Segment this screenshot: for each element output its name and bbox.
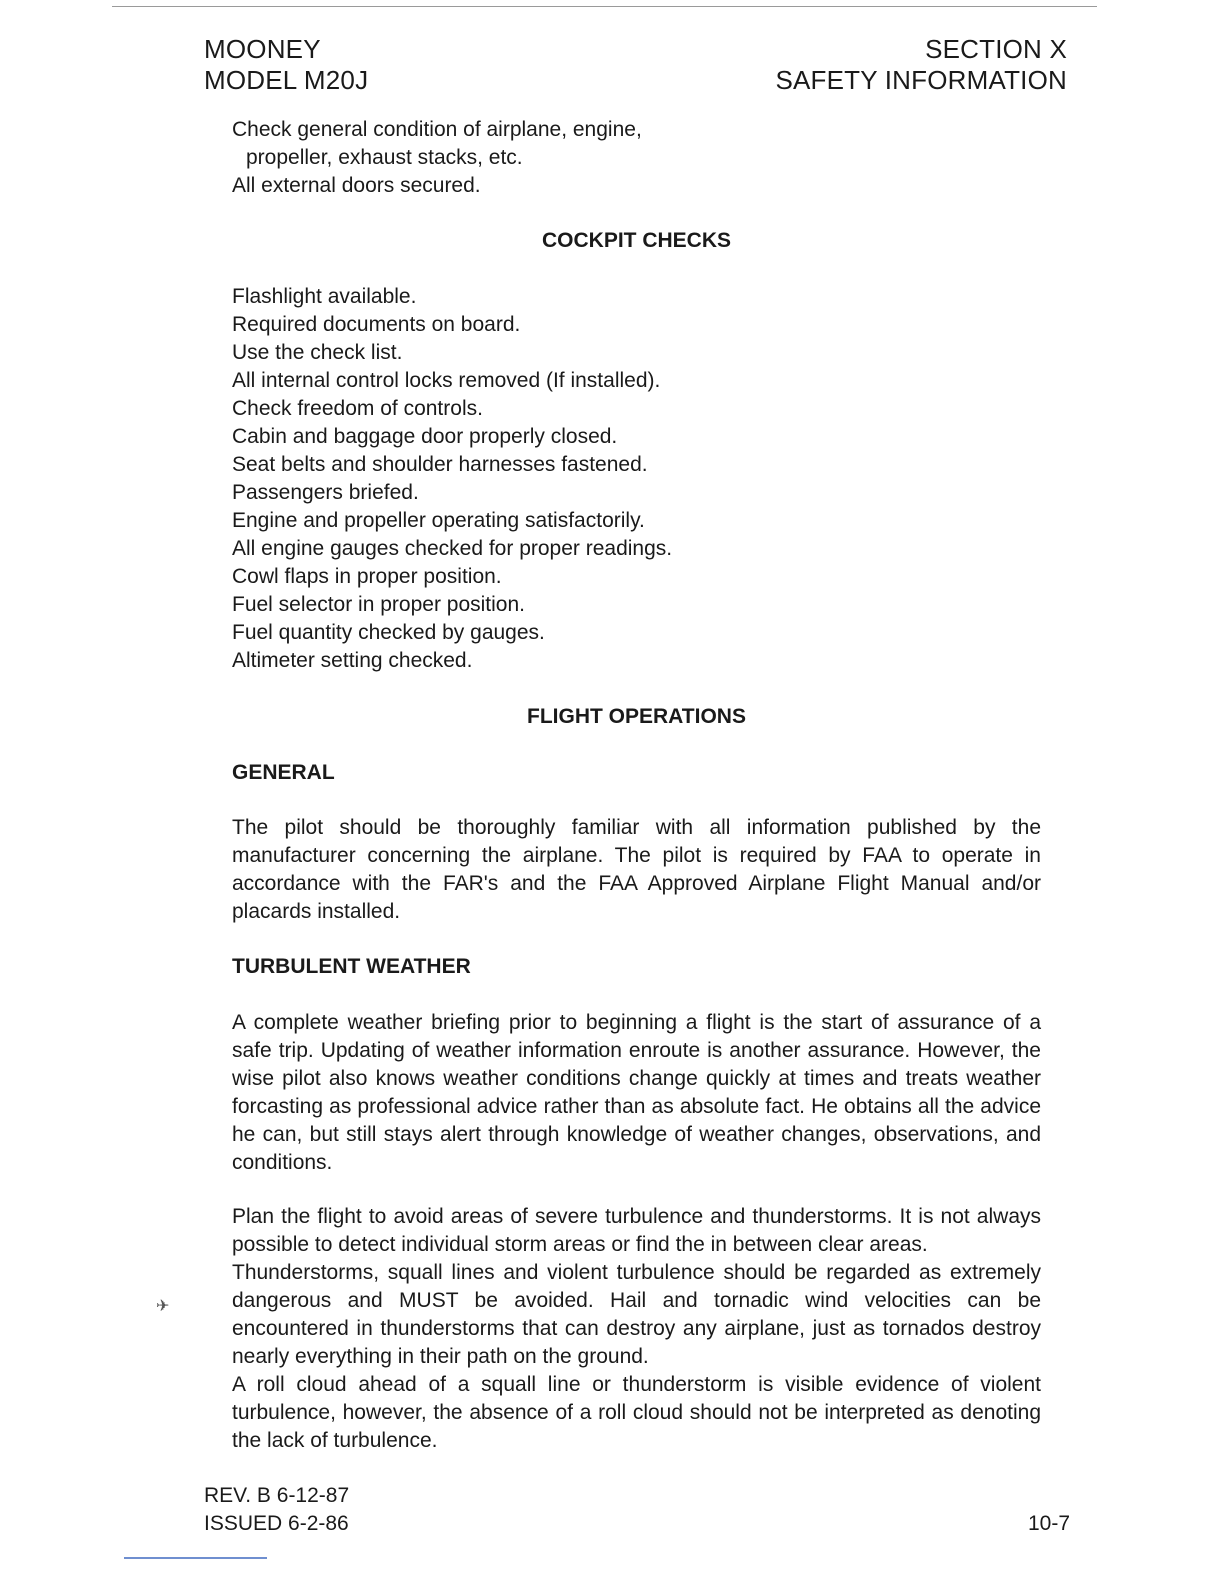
checklist-item: Passengers briefed. [232, 481, 419, 504]
turbulent-text: Thunderstorms, squall lines and violent turbulence should be regarded as extremely dangerous and MUST be avoided. Hail and tornadic wind velocities can be encountered in thunderstorms that can destroy any airplane, just as tornados destroy nearly everything in their path on the ground. [232, 1261, 1041, 1368]
header-right [775, 34, 1067, 96]
header-section-title: SAFETY INFORMATION [775, 65, 1067, 95]
turbulent-text: Plan the flight to avoid areas of severe turbulence and thunderstorms. It is not always possible to detect individual storm areas or find the in between clear areas. [232, 1205, 1041, 1256]
checklist-item: Engine and propeller operating satisfactorily. [232, 509, 645, 532]
checklist-item: Cabin and baggage door properly closed. [232, 425, 618, 448]
header-manufacturer: MOONEY [204, 34, 321, 64]
cockpit-checks-heading: COCKPIT CHECKS [541, 229, 731, 252]
revision-mark-icon: ✈ [156, 1298, 170, 1315]
revision-date: REV. B 6-12-87 [204, 1484, 350, 1507]
header-model: MODEL M20J [204, 65, 369, 95]
checklist-item: Cowl flaps in proper position. [232, 565, 502, 588]
checklist-item: Required documents on board. [232, 313, 521, 336]
cockpit-checks-list [232, 283, 1041, 675]
checklist-item: Altimeter setting checked. [232, 649, 473, 672]
checklist-item: Flashlight available. [232, 285, 417, 308]
checklist-item: Seat belts and shoulder harnesses fastened. [232, 453, 648, 476]
flight-operations-heading: FLIGHT OPERATIONS [527, 705, 746, 728]
checklist-item: Check freedom of controls. [232, 397, 483, 420]
page-number: 10-7 [1027, 1512, 1070, 1535]
general-heading: GENERAL [232, 761, 335, 784]
issued-date: ISSUED 6-2-86 [204, 1512, 349, 1535]
turbulent-text: A roll cloud ahead of a squall line or thunderstorm is visible evidence of violent turbulence, however, the absence of a roll cloud should not be interpreted as denoting the lack of turbulence. [232, 1373, 1041, 1452]
general-paragraph [232, 814, 1041, 926]
bottom-rule [124, 1557, 267, 1559]
turbulent-text: A complete weather briefing prior to beginning a flight is the start of assurance of a safe trip. Updating of weather information enroute is another assurance. However, the wise pilot also knows weather conditions change quickly at times and treats weather forcasting as professional advice rather than as absolute fact. He obtains all the advice he can, but still stays alert through knowledge of weather changes, observations, and conditions. [232, 1011, 1041, 1174]
preflight-line: Check general condition of airplane, engine, [232, 118, 642, 141]
checklist-item: Use the check list. [232, 341, 403, 364]
checklist-item: Fuel selector in proper position. [232, 593, 525, 616]
checklist-item: Fuel quantity checked by gauges. [232, 621, 545, 644]
checklist-item: All engine gauges checked for proper readings. [232, 537, 673, 560]
turbulent-weather-paragraphs [232, 1203, 1041, 1455]
preflight-line: All external doors secured. [232, 174, 481, 197]
turbulent-weather-heading: TURBULENT WEATHER [232, 955, 471, 978]
header-section: SECTION X [925, 34, 1067, 64]
checklist-item: All internal control locks removed (If installed). [232, 369, 661, 392]
header-left [204, 34, 368, 96]
preflight-checks [232, 116, 1041, 200]
top-rule [112, 6, 1097, 7]
preflight-line: propeller, exhaust stacks, etc. [246, 146, 523, 169]
turbulent-weather-paragraph-1 [232, 1009, 1041, 1177]
general-text: The pilot should be thoroughly familiar with all information published by the manufacturer concerning the airplane. The pilot is required by FAA to operate in accordance with the FAR's and the FAA Approved Airplane Flight Manual and/or placards installed. [232, 816, 1041, 923]
